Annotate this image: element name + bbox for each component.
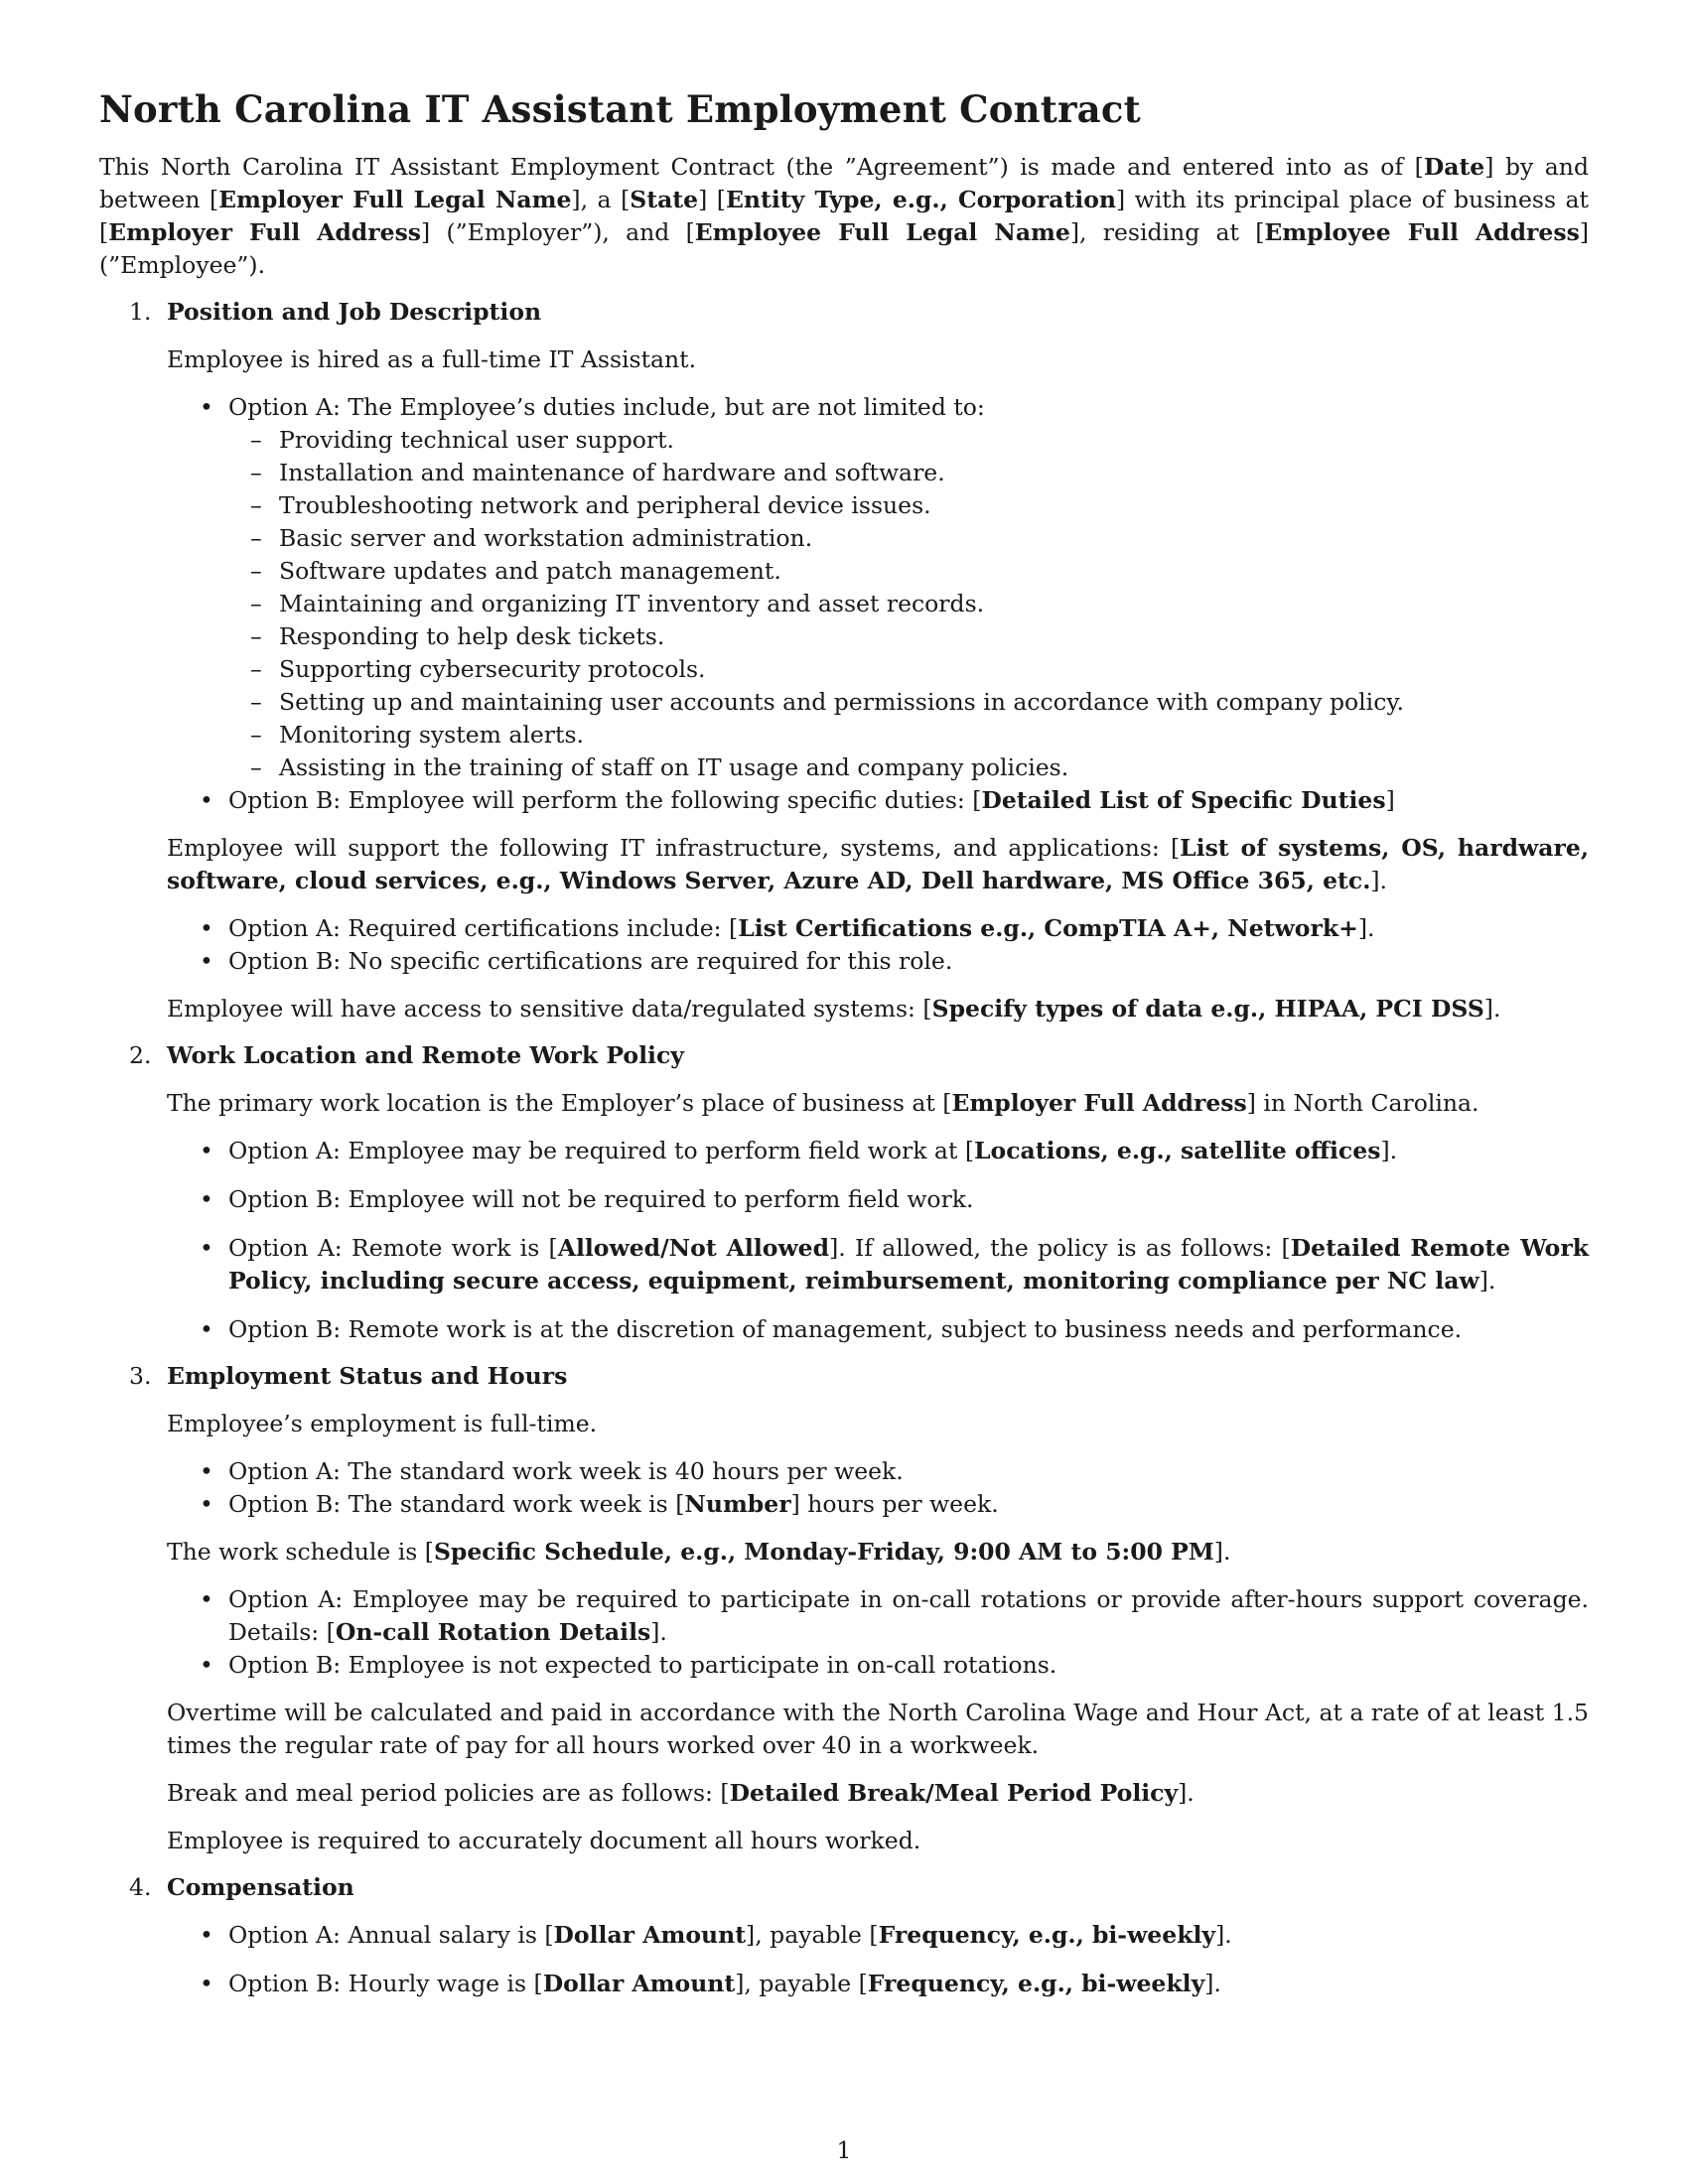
section-compensation bbox=[99, 1871, 1589, 2000]
access-statement: Employee will have access to sensitive data/regulated systems: [Specify types of data e.g., HIPAA, PCI DSS]. bbox=[167, 995, 1501, 1023]
duty-item: – Supporting cybersecurity protocols. bbox=[228, 653, 1589, 686]
document-title: North Carolina IT Assistant Employment Contract bbox=[99, 87, 1141, 131]
duties-list bbox=[228, 424, 1589, 784]
systems-statement: Employee will support the following IT infrastructure, systems, and applications: [List of systems, OS, hardware, software, cloud services, e.g., Windows Server, Azure AD, Dell hardware, MS Office 365, etc.]. bbox=[167, 834, 1589, 894]
salary-option-a: • Option A: Annual salary is [Dollar Amount], payable [Frequency, e.g., bi-weekly]. bbox=[167, 1919, 1589, 1952]
remote-allowed-placeholder: Allowed/Not Allowed bbox=[557, 1234, 830, 1262]
section-number: 1. bbox=[129, 298, 152, 326]
oncall-option-a: • Option A: Employee may be required to participate in on-call rotations or provide after-hours support coverage. Details: [On-call Rotation Details]. bbox=[167, 1583, 1589, 1649]
section-position bbox=[99, 296, 1589, 1025]
page-number: 1 bbox=[836, 2136, 852, 2164]
data-types-placeholder: Specify types of data e.g., HIPAA, PCI DSS bbox=[931, 995, 1484, 1023]
field-option-b: • Option B: Employee will not be required to perform field work. bbox=[167, 1183, 1589, 1216]
systems-placeholder: List of systems, OS, hardware, software, cloud services, e.g., Windows Server, Azure AD, Dell hardware, MS Office 365, etc. bbox=[167, 834, 1589, 894]
locations-placeholder: Locations, e.g., satellite offices bbox=[974, 1137, 1381, 1164]
compensation-options bbox=[167, 1919, 1589, 2000]
duty-item: – Setting up and maintaining user accounts and permissions in accordance with company policy. bbox=[228, 686, 1589, 719]
document-hours-statement: Employee is required to accurately document all hours worked. bbox=[167, 1827, 921, 1854]
section-number: 3. bbox=[129, 1362, 152, 1390]
work-week-options bbox=[167, 1455, 1589, 1521]
duty-item: – Providing technical user support. bbox=[228, 424, 1589, 457]
section-title: Compensation bbox=[167, 1873, 354, 1901]
oncall-option-b: • Option B: Employee is not expected to participate in on-call rotations. bbox=[167, 1649, 1589, 1682]
on-call-placeholder: On-call Rotation Details bbox=[335, 1618, 651, 1646]
specific-duties-placeholder: Detailed List of Specific Duties bbox=[981, 786, 1386, 814]
employee-name-placeholder: Employee Full Legal Name bbox=[694, 218, 1070, 246]
employer-address-placeholder: Employer Full Address bbox=[108, 218, 422, 246]
duty-item: – Assisting in the training of staff on IT usage and company policies. bbox=[228, 751, 1589, 784]
duty-item: – Installation and maintenance of hardware and software. bbox=[228, 457, 1589, 489]
field-work-options bbox=[167, 1135, 1589, 1346]
dollar-amount-placeholder: Dollar Amount bbox=[553, 1921, 747, 1949]
duty-item: – Software updates and patch management. bbox=[228, 555, 1589, 588]
entity-type-placeholder: Entity Type, e.g., Corporation bbox=[725, 186, 1116, 213]
employer-name-placeholder: Employer Full Legal Name bbox=[218, 186, 572, 213]
section-number: 2. bbox=[129, 1041, 152, 1069]
section-title: Work Location and Remote Work Policy bbox=[167, 1041, 684, 1069]
hourly-option-b: • Option B: Hourly wage is [Dollar Amount], payable [Frequency, e.g., bi-weekly]. bbox=[167, 1968, 1589, 2000]
state-placeholder: State bbox=[630, 186, 699, 213]
break-policy-placeholder: Detailed Break/Meal Period Policy bbox=[729, 1779, 1179, 1807]
section-work-location bbox=[99, 1039, 1589, 1346]
duty-item: – Maintaining and organizing IT inventory and asset records. bbox=[228, 588, 1589, 620]
certifications-placeholder: List Certifications e.g., CompTIA A+, Network+ bbox=[738, 914, 1358, 942]
hours-number-placeholder: Number bbox=[684, 1490, 791, 1518]
dollar-amount-placeholder: Dollar Amount bbox=[542, 1970, 736, 1997]
employer-address-placeholder: Employer Full Address bbox=[951, 1089, 1247, 1117]
schedule-placeholder: Specific Schedule, e.g., Monday-Friday, 9:00 AM to 5:00 PM bbox=[433, 1538, 1214, 1566]
duties-option-b: • Option B: Employee will perform the following specific duties: [Detailed List of Specific Duties] bbox=[167, 784, 1589, 817]
status-statement: Employee’s employment is full-time. bbox=[167, 1410, 598, 1437]
cert-option-b: • Option B: No specific certifications are required for this role. bbox=[167, 945, 1589, 978]
duty-item: – Responding to help desk tickets. bbox=[228, 620, 1589, 653]
employee-address-placeholder: Employee Full Address bbox=[1264, 218, 1580, 246]
field-option-a: • Option A: Employee may be required to perform field work at [Locations, e.g., satellite offices]. bbox=[167, 1135, 1589, 1167]
week-option-b: • Option B: The standard work week is [Number] hours per week. bbox=[167, 1488, 1589, 1521]
contract-page bbox=[99, 87, 1589, 2000]
overtime-statement: Overtime will be calculated and paid in accordance with the North Carolina Wage and Hour Act, at a rate of at least 1.5 times the regular rate of pay for all hours worked over 40 in a workweek. bbox=[167, 1699, 1589, 1759]
on-call-options bbox=[167, 1583, 1589, 1682]
duty-item: – Troubleshooting network and peripheral device issues. bbox=[228, 489, 1589, 522]
section-employment-status bbox=[99, 1360, 1589, 1857]
duty-item: – Monitoring system alerts. bbox=[228, 719, 1589, 751]
schedule-statement: The work schedule is [Specific Schedule, e.g., Monday-Friday, 9:00 AM to 5:00 PM]. bbox=[167, 1538, 1231, 1566]
duty-item: – Basic server and workstation administration. bbox=[228, 522, 1589, 555]
certification-options bbox=[167, 912, 1589, 978]
duties-option-a: • Option A: The Employee’s duties include, but are not limited to: – Providing technical user support. – Installation and maintenance of hardware and software. – Troubleshooting network and peripheral device issues. – Basic server and workstation administration. – Software updates and patch management. – Maintaining and organizing IT inventory and asset records. – Responding to help desk tickets. – Supporting cybersecurity protocols. – Setting up and maintaining user accounts and permissions in accordance with company policy. – Monitoring system alerts. – Assisting in the training of staff on IT usage and company policies. bbox=[167, 391, 1589, 784]
date-placeholder: Date bbox=[1423, 153, 1485, 181]
remote-policy-placeholder: Detailed Remote Work Policy, including secure access, equipment, reimbursement, monitoring compliance per NC law bbox=[228, 1234, 1590, 1295]
cert-option-a: • Option A: Required certifications include: [List Certifications e.g., CompTIA A+, Network+]. bbox=[167, 912, 1589, 945]
frequency-placeholder: Frequency, e.g., bi-weekly bbox=[867, 1970, 1205, 1997]
frequency-placeholder: Frequency, e.g., bi-weekly bbox=[878, 1921, 1216, 1949]
remote-option-b: • Option B: Remote work is at the discretion of management, subject to business needs and performance. bbox=[167, 1313, 1589, 1346]
section-title: Position and Job Description bbox=[167, 298, 542, 326]
hired-statement: Employee is hired as a full-time IT Assistant. bbox=[167, 345, 697, 373]
section-title: Employment Status and Hours bbox=[167, 1362, 568, 1390]
work-location-statement: The primary work location is the Employer’s place of business at [Employer Full Address] in North Carolina. bbox=[167, 1089, 1479, 1117]
intro-paragraph: This North Carolina IT Assistant Employment Contract (the ”Agreement”) is made and entered into as of [Date] by and between [Employer Full Legal Name], a [State] [Entity Type, e.g., Corporation] with its principal place of business at [Employer Full Address] (”Employer”), and [Employee Full Legal Name], residing at [Employee Full Address] (”Employee”). bbox=[99, 153, 1589, 279]
remote-option-a: • Option A: Remote work is [Allowed/Not Allowed]. If allowed, the policy is as follows: [Detailed Remote Work Policy, including secure access, equipment, reimbursement, monitoring compliance per NC law]. bbox=[167, 1232, 1589, 1297]
break-statement: Break and meal period policies are as follows: [Detailed Break/Meal Period Policy]. bbox=[167, 1779, 1195, 1807]
duties-options bbox=[167, 391, 1589, 817]
section-number: 4. bbox=[129, 1873, 152, 1901]
week-option-a: • Option A: The standard work week is 40 hours per week. bbox=[167, 1455, 1589, 1488]
